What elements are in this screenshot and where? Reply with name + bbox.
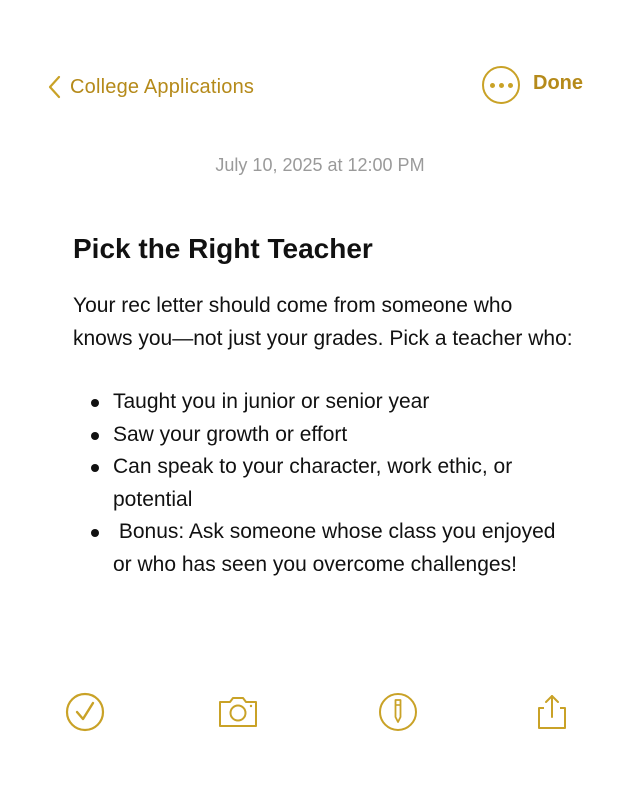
note-title[interactable]: Pick the Right Teacher xyxy=(73,233,373,264)
chevron-left-icon xyxy=(46,74,64,100)
checklist-button[interactable] xyxy=(63,690,107,734)
camera-button[interactable] xyxy=(216,690,260,734)
checklist-icon xyxy=(63,690,107,734)
ellipsis-icon xyxy=(490,83,495,88)
note-body[interactable] xyxy=(73,290,573,581)
done-button[interactable]: Done xyxy=(533,72,583,94)
bullet-list xyxy=(73,386,573,581)
share-icon xyxy=(530,690,574,734)
camera-icon xyxy=(216,690,260,734)
ellipsis-dot xyxy=(499,83,504,88)
note-timestamp: July 10, 2025 at 12:00 PM xyxy=(215,155,425,175)
list-item-text: Saw your growth or effort xyxy=(113,422,348,446)
list-item-text: Taught you in junior or senior year xyxy=(113,390,430,413)
back-button[interactable] xyxy=(46,70,254,104)
list-item xyxy=(73,516,573,581)
list-item xyxy=(73,419,573,452)
more-options-button[interactable] xyxy=(482,66,520,104)
bullet-icon xyxy=(91,432,99,440)
list-item-text: Bonus: Ask someone whose class you enjoyed or who has seen you overcome challenges! xyxy=(113,520,562,576)
share-button[interactable] xyxy=(530,690,574,734)
list-item xyxy=(73,386,573,419)
bullet-icon xyxy=(91,529,99,537)
list-item-text: Can speak to your character, work ethic, or potential xyxy=(113,455,513,511)
list-item xyxy=(73,451,573,516)
bullet-icon xyxy=(91,464,99,472)
ellipsis-dot xyxy=(508,83,513,88)
markup-button[interactable] xyxy=(376,690,420,734)
back-button-label: College Applications xyxy=(70,75,255,98)
markup-pen-icon xyxy=(376,690,420,734)
bullet-icon xyxy=(91,399,99,407)
note-intro-paragraph: Your rec letter should come from someone who knows you—not just your grades. Pick a teacher who: xyxy=(73,294,573,350)
